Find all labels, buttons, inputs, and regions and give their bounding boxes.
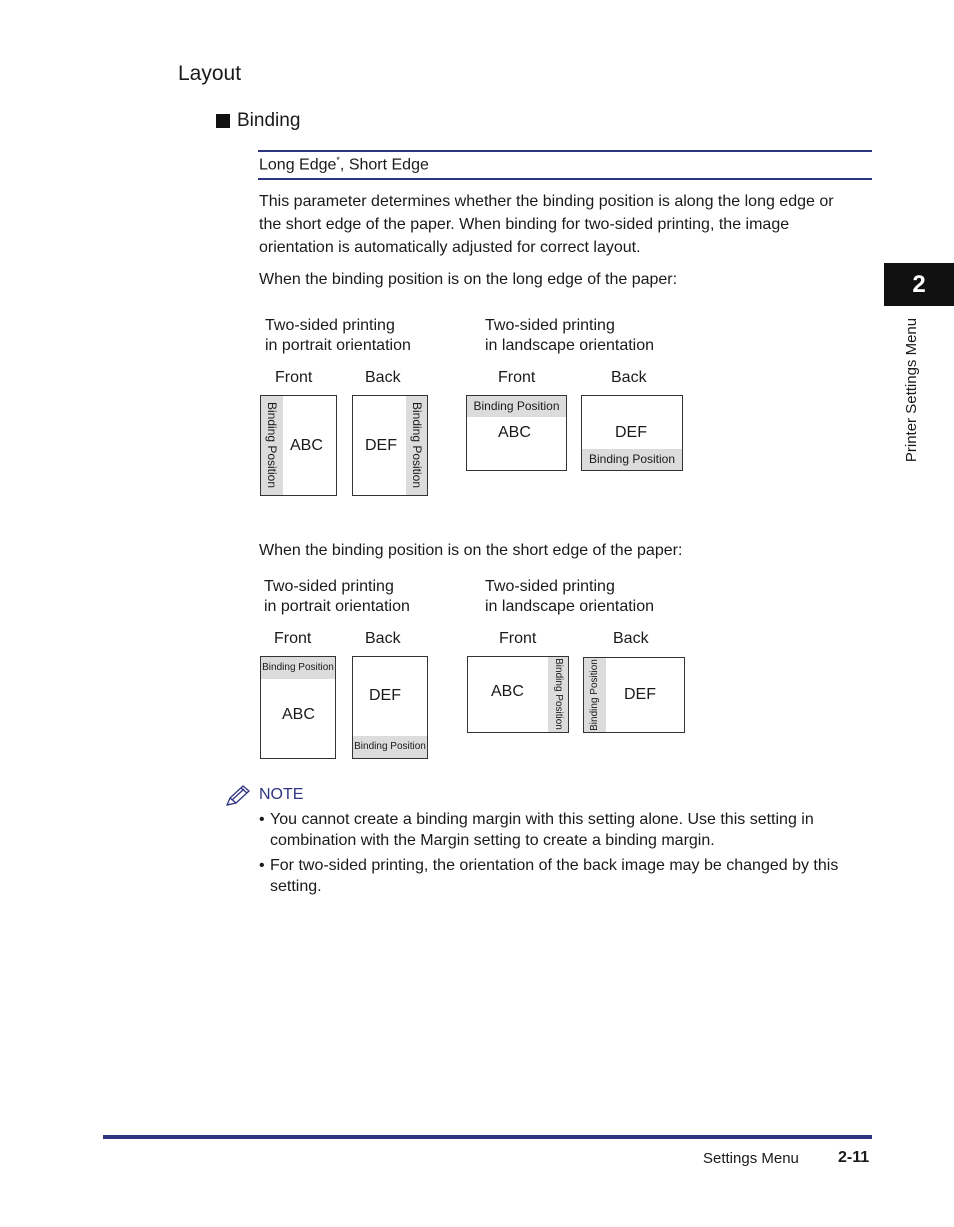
- page-front-landscape-long: [466, 395, 567, 471]
- chapter-side-label: Printer Settings Menu: [903, 317, 920, 463]
- note-heading: NOTE: [259, 786, 304, 803]
- binding-position-label: Binding Position: [265, 401, 279, 489]
- front-text: ABC: [498, 424, 531, 441]
- binding-position-label: Binding Position: [589, 659, 600, 731]
- front-label: Front: [499, 630, 537, 647]
- page-number: 2-11: [838, 1149, 870, 1166]
- page-back-landscape-short: [583, 657, 685, 733]
- binding-position-label: Binding Position: [582, 449, 682, 470]
- description-paragraph: [259, 190, 875, 259]
- binding-position-label: Binding Position: [353, 736, 427, 758]
- subsection-heading: [216, 110, 300, 132]
- front-text: ABC: [290, 437, 323, 454]
- footer-rule: [103, 1135, 872, 1139]
- front-label: Front: [274, 630, 312, 647]
- section-title: Layout: [178, 62, 242, 85]
- note-line: For two-sided printing, the orientation of the back image may be changed by this: [270, 857, 839, 874]
- chapter-tab: 2: [884, 263, 954, 306]
- binding-band: [548, 657, 568, 732]
- back-label: Back: [365, 630, 401, 647]
- back-text: DEF: [624, 686, 656, 703]
- short-edge-intro: When the binding position is on the short edge of the paper:: [259, 542, 683, 559]
- page-back-landscape-long: [581, 395, 683, 471]
- back-text: DEF: [369, 687, 401, 704]
- page-front-portrait-long: [260, 395, 337, 496]
- caption-line: in landscape orientation: [485, 598, 655, 615]
- bullet-symbol: •: [259, 811, 265, 828]
- note-bullet: [259, 855, 869, 897]
- other-value: , Short Edge: [339, 156, 429, 174]
- back-text: DEF: [365, 437, 397, 454]
- page-front-landscape-short: [467, 656, 569, 733]
- landscape-caption: [485, 577, 654, 617]
- footer-section-label: Settings Menu: [703, 1150, 799, 1167]
- binding-band: [261, 396, 283, 495]
- long-edge-intro: When the binding position is on the long edge of the paper:: [259, 271, 678, 288]
- setting-values: [259, 155, 429, 174]
- default-value: Long Edge: [259, 156, 337, 174]
- landscape-caption: [485, 316, 654, 356]
- note-line: setting.: [270, 878, 322, 895]
- page-back-portrait-short: [352, 656, 428, 759]
- note-bullet: [259, 809, 869, 851]
- portrait-caption: [264, 577, 410, 617]
- front-text: ABC: [282, 706, 315, 723]
- binding-position-label: Binding Position: [261, 657, 335, 679]
- note-line: You cannot create a binding margin with this setting alone. Use this setting in: [270, 811, 814, 828]
- caption-line: Two-sided printing: [485, 578, 615, 595]
- portrait-caption: [265, 316, 411, 356]
- bottom-rule: [258, 178, 872, 180]
- binding-band: [406, 396, 427, 495]
- description-line: This parameter determines whether the binding position is along the long edge or: [259, 193, 834, 210]
- pencil-icon: [224, 784, 252, 813]
- caption-line: Two-sided printing: [265, 317, 395, 334]
- top-rule: [258, 150, 872, 152]
- front-text: ABC: [491, 683, 524, 700]
- description-line: orientation is automatically adjusted for correct layout.: [259, 239, 641, 256]
- subsection-title: Binding: [237, 110, 301, 131]
- caption-line: Two-sided printing: [264, 578, 394, 595]
- front-label: Front: [275, 369, 313, 386]
- back-text: DEF: [615, 424, 647, 441]
- default-asterisk: *: [336, 155, 340, 165]
- binding-position-label: Binding Position: [467, 396, 566, 417]
- binding-band: [584, 658, 606, 732]
- binding-position-label: Binding Position: [410, 401, 424, 489]
- note-line: combination with the Margin setting to create a binding margin.: [270, 832, 715, 849]
- caption-line: in portrait orientation: [265, 337, 411, 354]
- caption-line: in landscape orientation: [485, 337, 655, 354]
- caption-line: Two-sided printing: [485, 317, 615, 334]
- caption-line: in portrait orientation: [264, 598, 410, 615]
- binding-position-label: Binding Position: [553, 658, 564, 730]
- page-front-portrait-short: [260, 656, 336, 759]
- front-label: Front: [498, 369, 536, 386]
- back-label: Back: [365, 369, 401, 386]
- back-label: Back: [611, 369, 647, 386]
- bullet-symbol: •: [259, 857, 265, 874]
- page-back-portrait-long: [352, 395, 428, 496]
- back-label: Back: [613, 630, 649, 647]
- description-line: the short edge of the paper. When binding for two-sided printing, the image: [259, 216, 790, 233]
- black-square-icon: [216, 114, 230, 128]
